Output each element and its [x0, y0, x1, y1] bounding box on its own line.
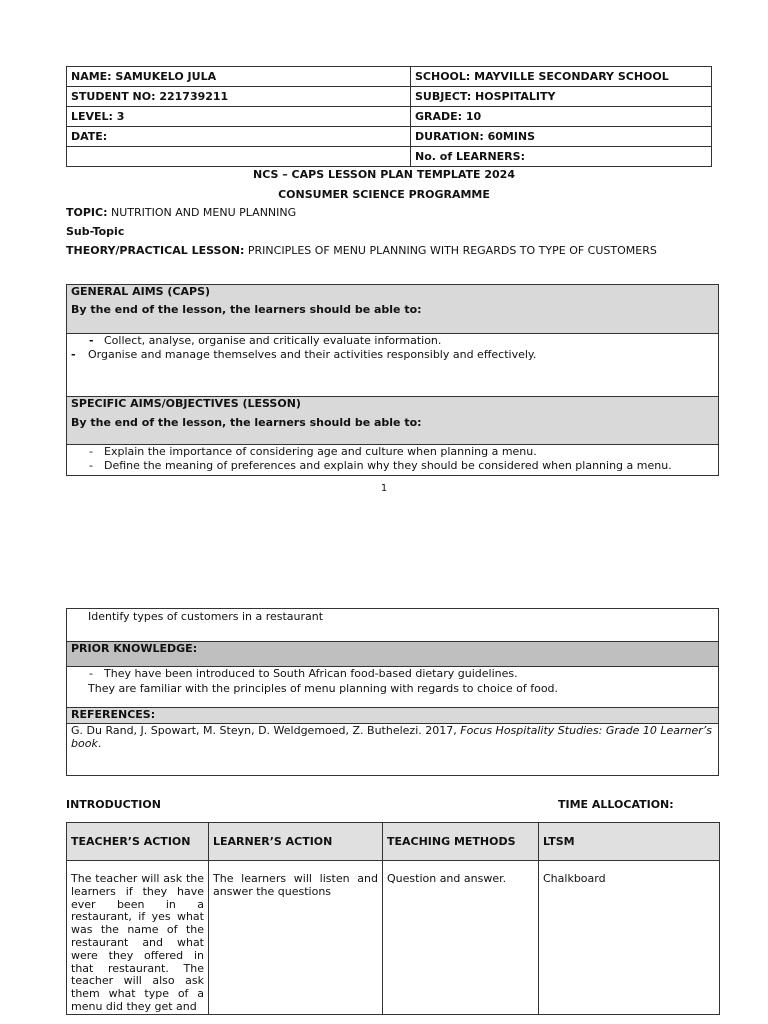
specific-aims-header	[67, 396, 718, 444]
prior-knowledge-header: PRIOR KNOWLEDGE:	[67, 641, 718, 666]
duration-cell: DURATION: 60MINS	[411, 127, 712, 147]
school-cell: SCHOOL: MAYVILLE SECONDARY SCHOOL	[411, 67, 712, 87]
date-cell: DATE:	[67, 127, 411, 147]
learner-info-table	[66, 66, 712, 167]
list-item: - Define the meaning of preferences and explain why they should be considered when planning a menu.	[89, 459, 672, 472]
subtopic-line	[66, 225, 124, 238]
list-item: - They have been introduced to South African food-based dietary guidelines.	[89, 667, 518, 680]
template-title: NCS – CAPS LESSON PLAN TEMPLATE 2024	[252, 168, 515, 181]
learner-action-cell: The learners will listen and answer the questions	[209, 861, 383, 1015]
name-cell: NAME: SAMUKELO JULA	[67, 67, 411, 87]
time-allocation-label: TIME ALLOCATION:	[558, 798, 674, 811]
introduction-label: INTRODUCTION	[66, 798, 161, 811]
specific-aims-heading: SPECIFIC AIMS/OBJECTIVES (LESSON)	[71, 397, 301, 410]
general-aims-heading: GENERAL AIMS (CAPS)	[71, 285, 211, 298]
header-ltsm: LTSM	[539, 823, 720, 861]
lesson-activity-table	[66, 822, 720, 1015]
grade-cell: GRADE: 10	[411, 107, 712, 127]
teaching-methods-cell: Question and answer.	[383, 861, 539, 1015]
lesson-type-line	[66, 244, 657, 257]
continuation-box	[66, 608, 719, 776]
aims-box	[66, 284, 719, 476]
topic-label: TOPIC:	[66, 206, 108, 219]
student-no-cell: STUDENT NO: 221739211	[67, 87, 411, 107]
programme-title: CONSUMER SCIENCE PROGRAMME	[278, 188, 490, 201]
list-item: - Collect, analyse, organise and critically evaluate information.	[89, 334, 442, 347]
references-header: REFERENCES:	[67, 707, 718, 724]
list-item: They are familiar with the principles of menu planning with regards to choice of food.	[88, 682, 559, 695]
subtopic-label: Sub-Topic	[66, 225, 125, 238]
list-item: - Explain the importance of considering age and culture when planning a menu.	[89, 445, 537, 458]
empty-cell	[67, 147, 411, 167]
list-item: - Organise and manage themselves and their activities responsibly and effectively.	[71, 348, 537, 361]
learners-cell: No. of LEARNERS:	[411, 147, 712, 167]
prior-knowledge-list	[67, 666, 718, 707]
reference-book-title: Focus Hospitality Studies: Grade 10 Learner’s book	[71, 724, 712, 750]
general-aims-subheading: By the end of the lesson, the learners should be able to:	[71, 303, 422, 316]
header-teacher-action: TEACHER’S ACTION	[67, 823, 209, 861]
list-item: Identify types of customers in a restaurant	[88, 610, 324, 623]
lesson-type-label: THEORY/PRACTICAL LESSON:	[66, 244, 245, 257]
specific-aims-continued	[67, 609, 718, 641]
teacher-action-cell: The teacher will ask the learners if they have ever been in a restaurant, if yes what was the name of the restaurant and what were they offered in that restaurant. The teacher will also ask them what type of a menu did they get and	[67, 861, 209, 1015]
header-learner-action: LEARNER’S ACTION	[209, 823, 383, 861]
lesson-type-value: PRINCIPLES OF MENU PLANNING WITH REGARDS TO TYPE OF CUSTOMERS	[244, 244, 657, 257]
references-text: G. Du Rand, J. Spowart, M. Steyn, D. Weldgemoed, Z. Buthelezi. 2017, Focus Hospitality Studies: Grade 10 Learner’s book.	[71, 724, 712, 750]
header-teaching-methods: TEACHING METHODS	[383, 823, 539, 861]
specific-aims-list	[67, 444, 718, 473]
table-row	[67, 861, 720, 1015]
ltsm-cell: Chalkboard	[539, 861, 720, 1015]
general-aims-header	[67, 285, 718, 333]
subject-cell: SUBJECT: HOSPITALITY	[411, 87, 712, 107]
general-aims-list	[67, 333, 718, 396]
topic-line	[66, 206, 296, 219]
level-cell: LEVEL: 3	[67, 107, 411, 127]
topic-value: NUTRITION AND MENU PLANNING	[107, 206, 297, 219]
page-number: 1	[380, 483, 388, 494]
specific-aims-subheading: By the end of the lesson, the learners should be able to:	[71, 416, 422, 429]
